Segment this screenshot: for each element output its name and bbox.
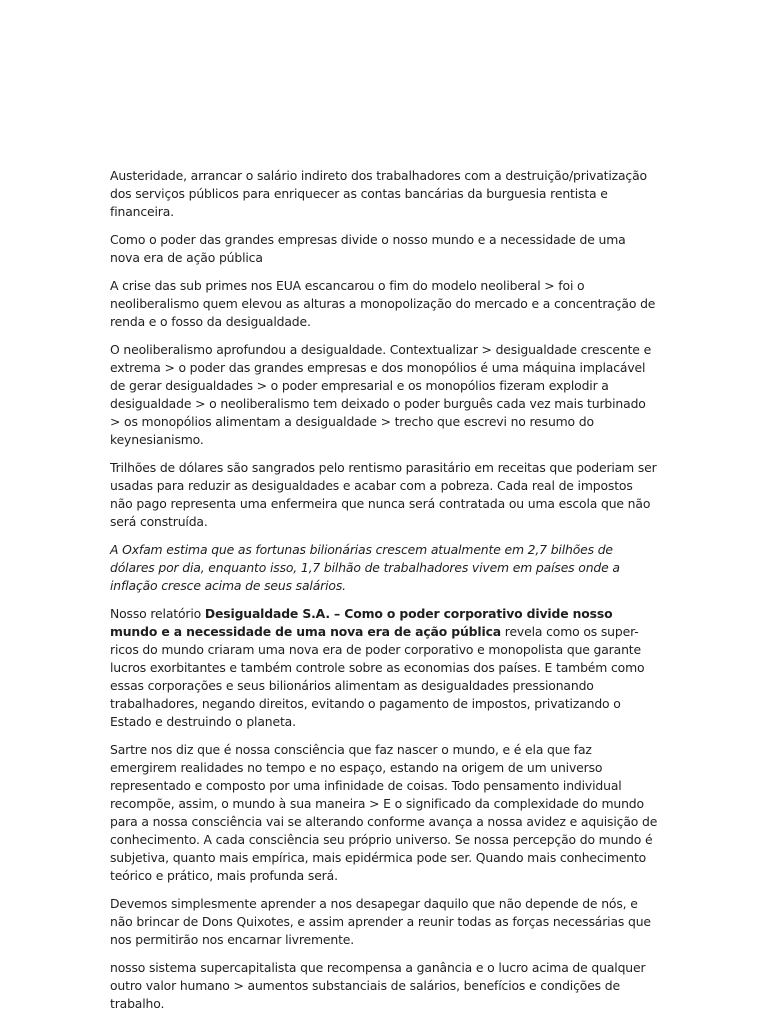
report-title: Desigualdade S.A. – Como o poder corporativo divide nosso mundo e a necessidade de uma nova era de ação pública [110, 606, 613, 639]
paragraph-neoliberalismo: O neoliberalismo aprofundou a desigualdade. Contextualizar > desigualdade crescente e extrema > o poder das grandes empresas e dos monopólios é uma máquina implacável de gerar desigualdades > o poder empresarial e os monopólios fizeram explodir a desigualdade > o neoliberalismo tem deixado o poder burguês cada vez mais turbinado > os monopólios alimentam a desigualdade > trecho que escrevi no resumo do keynesianismo. [110, 342, 652, 447]
paragraph-austeridade: Austeridade, arrancar o salário indireto dos trabalhadores com a destruição/privatização dos serviços públicos para enriquecer as contas bancárias da burguesia rentista e financeira. [110, 168, 647, 219]
paragraph-dons-quixotes: Devemos simplesmente aprender a nos desapegar daquilo que não depende de nós, e não brincar de Dons Quixotes, e assim aprender a reunir todas as forças necessárias que nos permitirão nos encarnar livremente. [110, 896, 651, 947]
document-page [110, 167, 658, 1023]
paragraph-poder-empresas: Como o poder das grandes empresas divide o nosso mundo e a necessidade de uma nova era de ação pública [110, 232, 626, 265]
paragraph-sartre: Sartre nos diz que é nossa consciência que faz nascer o mundo, e é ela que faz emergirem realidades no tempo e no espaço, estando na origem de um universo representado e composto por uma infinidade de coisas. Todo pensamento individual recompõe, assim, o mundo à sua maneira > E o significado da complexidade do mundo para a nossa consciência vai se alterando conforme avança a nossa avidez e aquisição de conhecimento. A cada consciência seu próprio universo. Se nossa percepção do mundo é subjetiva, quanto mais empírica, mais epidérmica pode ser. Quando mais conhecimento teórico e prático, mais profunda será. [110, 742, 658, 883]
paragraph-crise-sub-primes: A crise das sub primes nos EUA escancarou o fim do modelo neoliberal > foi o neoliberalismo quem elevou as alturas a monopolização do mercado e a concentração de renda e o fosso da desigualdade. [110, 278, 656, 329]
report-body: revela como os super-ricos do mundo criaram uma nova era de poder corporativo e monopolista que garante lucros exorbitantes e também controle sobre as economias dos países. E também como essas corporações e seus bilionários alimentam as desigualdades pressionando trabalhadores, negando direitos, evitando o pagamento de impostos, privatizando o Estado e destruindo o planeta. [110, 624, 645, 729]
paragraph-supercapitalista: nosso sistema supercapitalista que recompensa a ganância e o lucro acima de qualquer outro valor humano > aumentos substanciais de salários, benefícios e condições de trabalho. [110, 960, 646, 1011]
paragraph-oxfam-quote: A Oxfam estima que as fortunas bilionárias crescem atualmente em 2,7 bilhões de dólares por dia, enquanto isso, 1,7 bilhão de trabalhadores vivem em países onde a inflação cresce acima de seus salários. [110, 542, 620, 593]
paragraph-relatorio [110, 605, 658, 731]
report-prefix: Nosso relatório [110, 606, 205, 621]
paragraph-trilhoes: Trilhões de dólares são sangrados pelo rentismo parasitário em receitas que poderiam ser usadas para reduzir as desigualdades e acabar com a pobreza. Cada real de impostos não pago representa uma enfermeira que nunca será contratada ou uma escola que não será construída. [110, 460, 657, 529]
